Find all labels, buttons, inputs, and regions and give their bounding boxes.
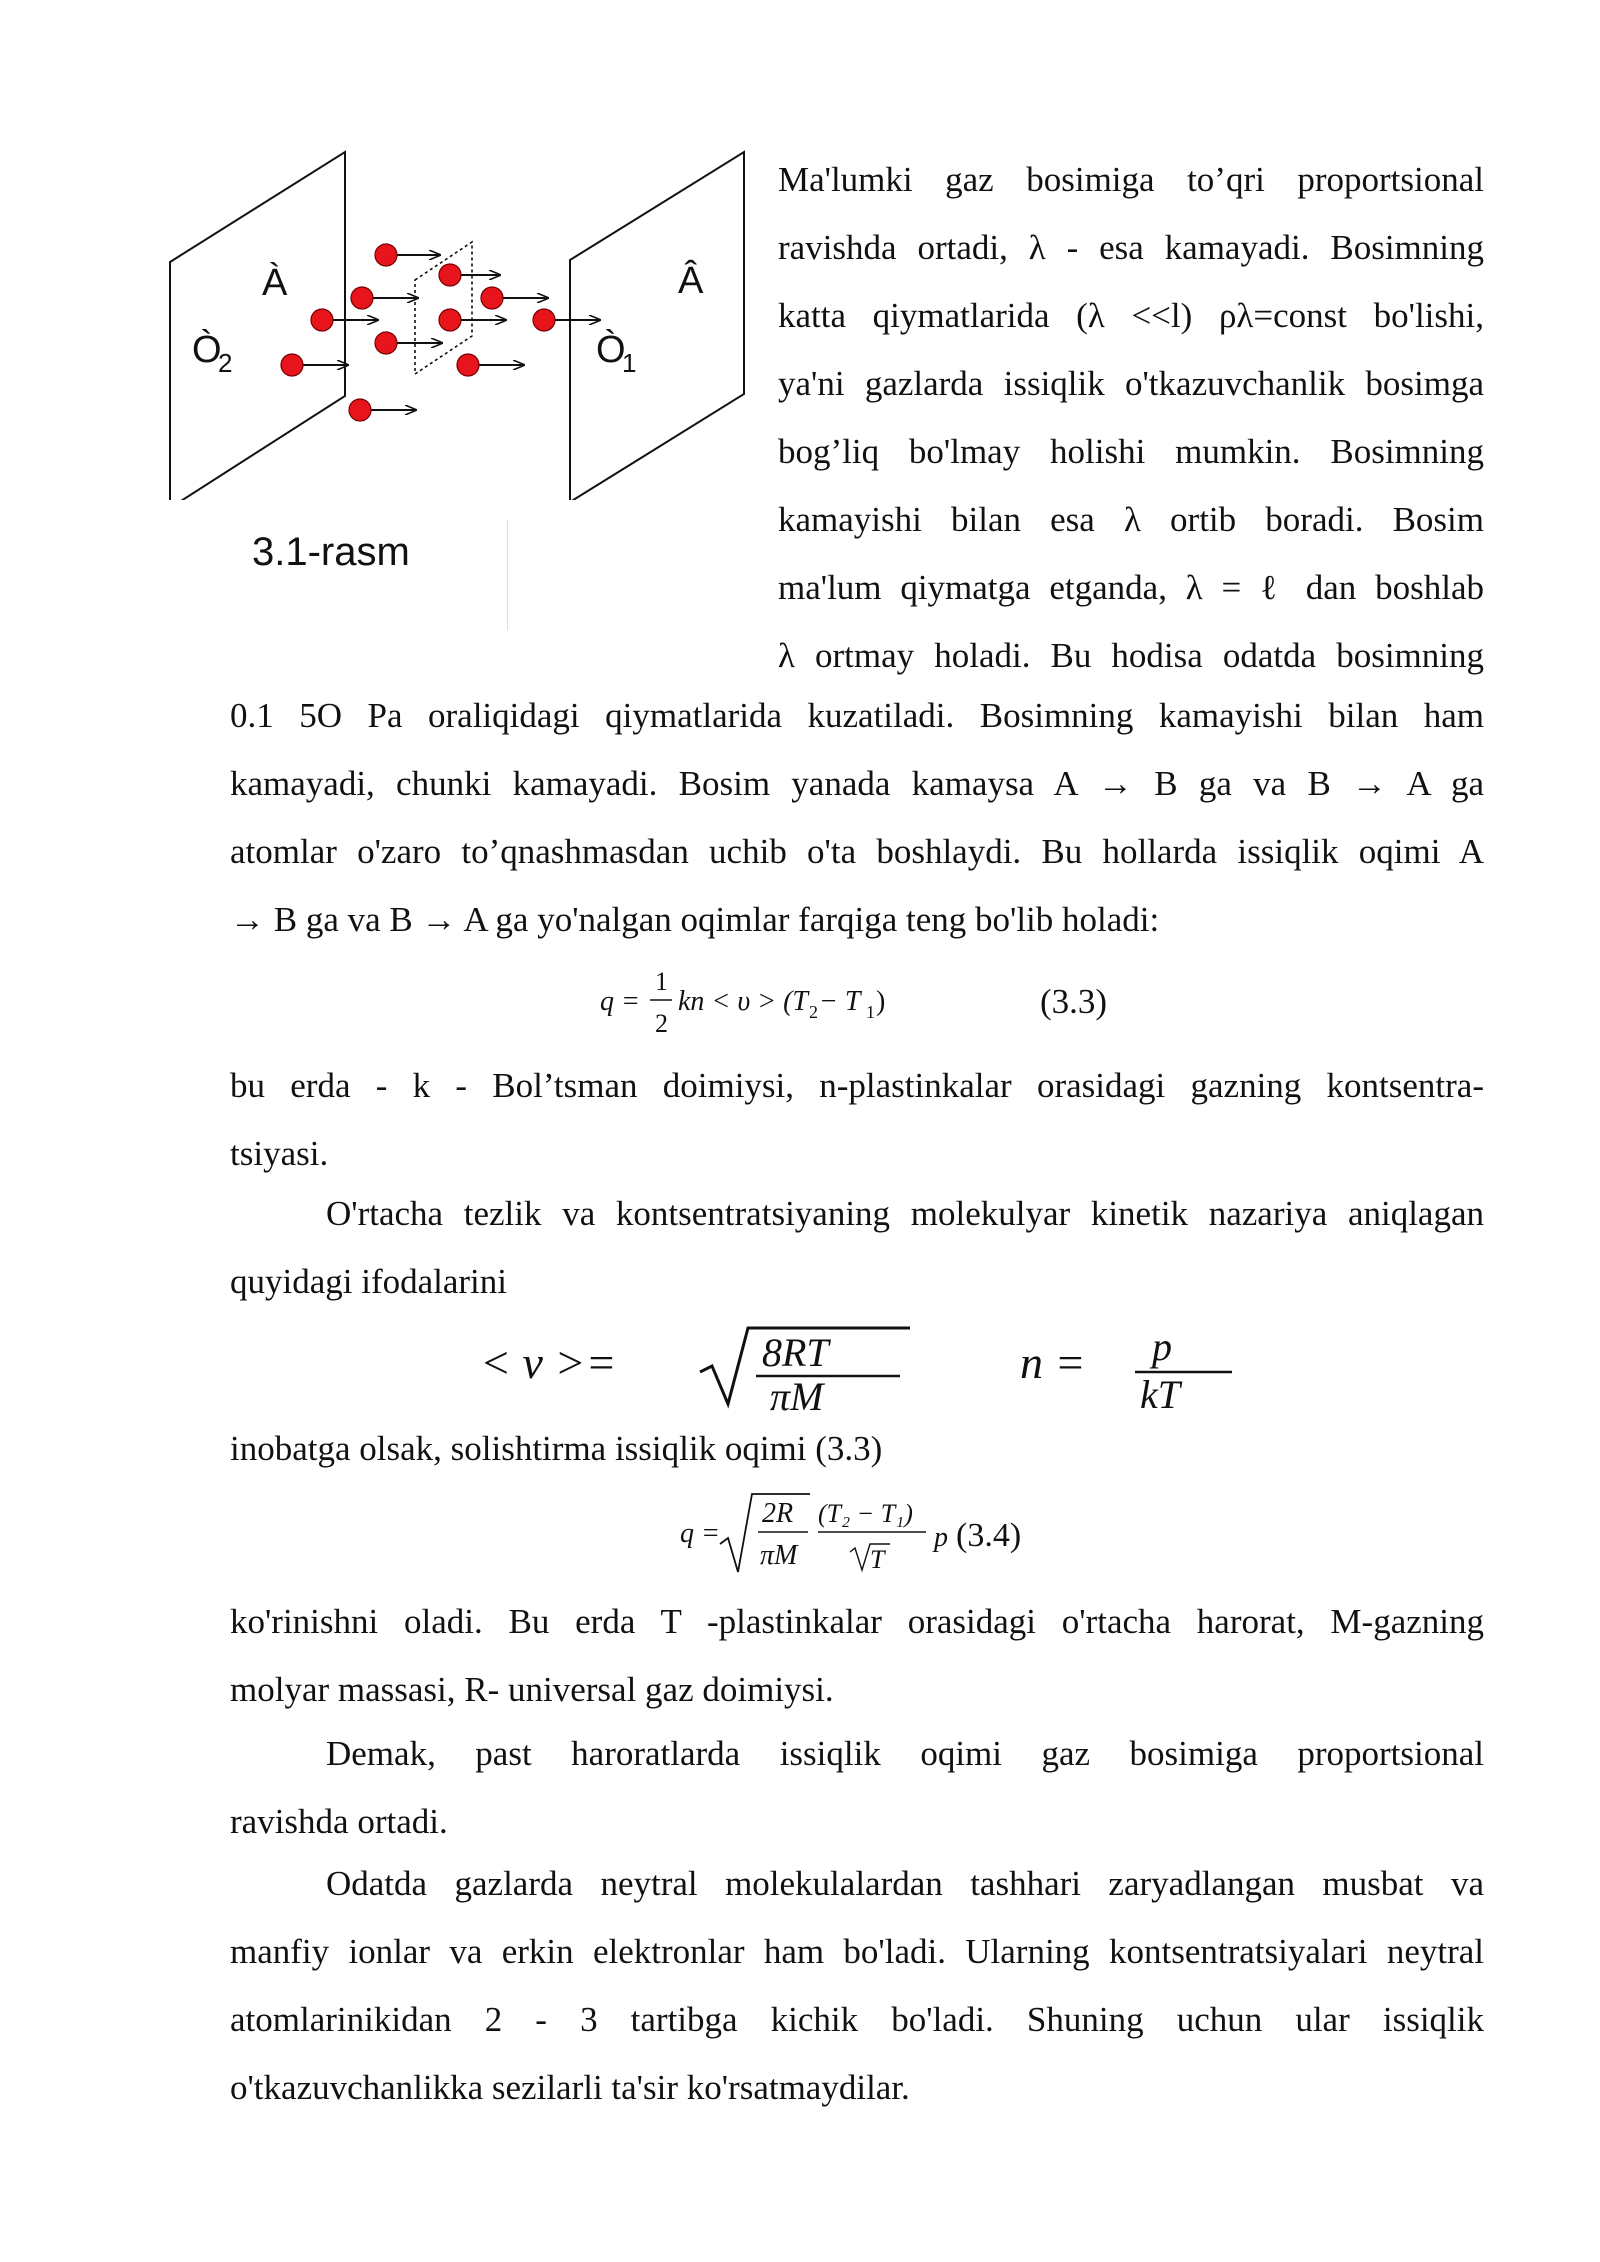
text-line: atomlar o'zaro to’qnashmasdan uchib o'ta boshlaydi. Bu hollarda issiqlik oqimi A [230,832,1484,871]
molecule [375,332,442,354]
text-line: ko'rinishni oladi. Bu erda T -plastinkalar orasidagi o'rtacha harorat, M-gazning [230,1602,1484,1641]
text-line: o'tkazuvchanlikka sezilarli ta'sir ko'rsatmaydilar. [230,2068,910,2107]
text-line: kamayadi, chunki kamayadi. Bosim yanada kamaysa A → B ga va B → A ga [230,764,1484,803]
wrap-paragraph [778,146,1484,690]
label-t2-sub: 2 [218,348,233,378]
paragraph-4 [230,1415,1484,1483]
eq-p: p [934,1522,948,1553]
eq-frac-num: 1 [655,967,668,996]
text-line: ravishda ortadi. [230,1802,448,1841]
figure-caption: 3.1-rasm [252,530,410,574]
molecules [281,244,600,421]
paragraph-3 [230,1180,1484,1316]
eq-sub: 1 [866,1002,875,1022]
eq-lhs: q = [600,986,640,1017]
molecule [375,244,440,266]
eq-minus: − T [819,986,861,1017]
text-line: bog’liq bo'lmay holishi mumkin. Bosimning [778,432,1484,471]
eq-frac-den: 2 [655,1009,668,1038]
text-line: inobatga olsak, solishtirma issiqlik oqimi (3.3) [230,1429,883,1468]
text-line: manfiy ionlar va erkin elektronlar ham bo'ladi. Ularning kontsentratsiyalari neytral [230,1932,1484,1971]
paragraph-7 [230,1850,1484,2122]
text-line: tsiyasi. [230,1134,329,1173]
eq-v-num: 8RT [762,1330,829,1375]
label-b: Â [678,260,704,302]
text-line: O'rtacha tezlik va kontsentratsiyaning molekulyar kinetik nazariya aniqlagan [326,1194,1484,1233]
text-line: → B ga va B → A ga yo'nalgan oqimlar farqiga teng bo'lib holadi: [230,900,1160,939]
equation-number: (3.3) [1040,982,1108,1021]
text-line: Demak, past haroratlarda issiqlik oqimi gaz bosimiga proportsional [326,1734,1484,1773]
eq-rad-den: πM [760,1540,798,1571]
eq-frac-num: (T₂ − T₁) [818,1499,913,1528]
text-line: molyar massasi, R- universal gaz doimiysi. [230,1670,834,1709]
eq-n-den: kT [1140,1372,1180,1417]
paragraph-5 [230,1588,1484,1724]
plates-diagram [150,140,770,500]
eq-rad-num: 2R [762,1498,794,1529]
molecule [351,287,418,309]
paragraph-1 [230,682,1484,954]
eq-lhs: q = [680,1518,720,1549]
text-line: λ ortmay holadi. Bu hodisa odatda bosimning [778,636,1484,675]
equation-number: (3.4) [956,1517,1022,1554]
molecule [481,287,548,309]
paragraph-2 [230,1052,1484,1188]
molecule [281,354,348,376]
text-line: katta qiymatlarida (λ <<l) ρλ=const bo'lishi, [778,296,1484,335]
text-line: ravishda ortadi, λ - esa kamayadi. Bosimning [778,228,1484,267]
label-a: À [262,262,288,304]
equation-3-3 [600,960,900,1050]
eq-n-num: p [1152,1324,1172,1369]
equations-v-n [480,1310,1260,1420]
text-line: Ma'lumki gaz bosimiga to’qri proportsional [778,160,1484,199]
text-line: ma'lum qiymatga etganda, λ = ℓ dan boshlab [778,568,1484,607]
text-line: kamayishi bilan esa λ ortib boradi. Bosim [778,500,1484,539]
eq-sub: 2 [809,1002,818,1022]
text-line: 0.1 5O Pa oraliqidagi qiymatlarida kuzatiladi. Bosimning kamayishi bilan ham [230,696,1484,735]
eq-v-lhs: < ν >= [480,1337,617,1388]
figure-3-1 [150,140,770,500]
molecule [439,264,500,286]
right-plate [570,152,744,500]
molecule [349,399,416,421]
text-line: bu erda - k - Bol’tsman doimiysi, n-plastinkalar orasidagi gazning kontsentra- [230,1066,1484,1105]
label-t1: Ò [596,329,626,371]
eq-rhs: kn < υ > (T [678,986,808,1017]
eq-close: ) [876,986,886,1017]
equation-3-4 [680,1490,1040,1580]
middle-plane [415,242,472,374]
paragraph-6 [230,1720,1484,1856]
eq-frac-den: T [870,1545,885,1574]
molecule [457,354,524,376]
divider [507,520,508,630]
eq-v-den: πM [770,1374,824,1419]
label-t2: Ò [192,329,222,371]
text-line: atomlarinikidan 2 - 3 tartibga kichik bo'ladi. Shuning uchun ular issiqlik [230,2000,1484,2039]
label-t1-sub: 1 [622,348,637,378]
text-line: ya'ni gazlarda issiqlik o'tkazuvchanlik bosimga [778,364,1484,403]
text-line: Odatda gazlarda neytral molekulalardan tashhari zaryadlangan musbat va [326,1864,1484,1903]
eq-n-lhs: n = [1020,1337,1086,1388]
molecule [533,309,600,331]
text-line: quyidagi ifodalarini [230,1262,508,1301]
